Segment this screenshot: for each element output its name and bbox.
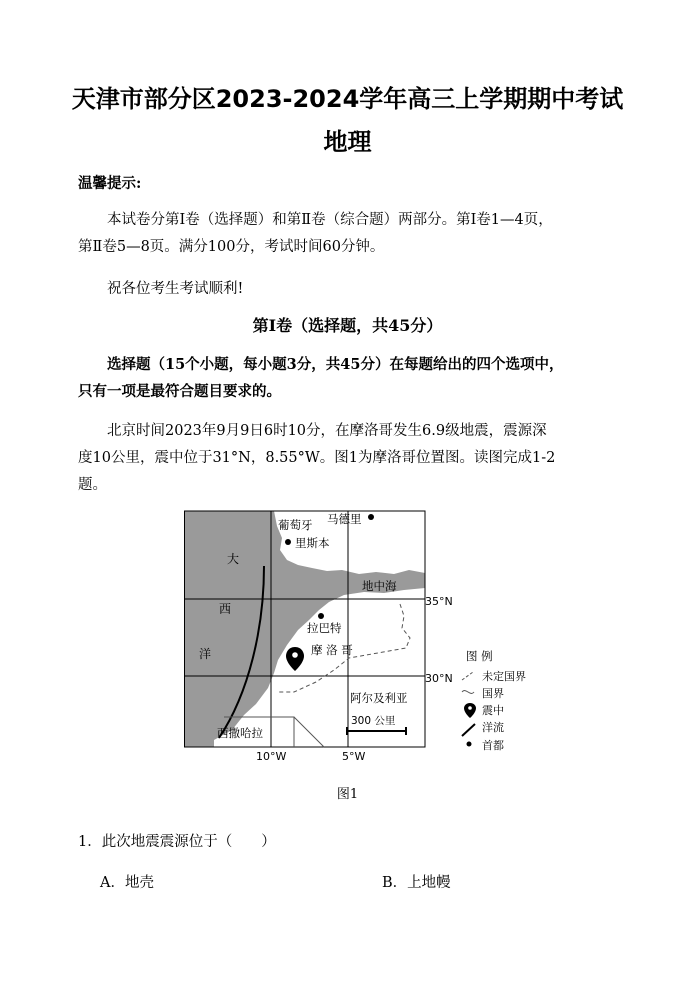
legend-symbol-undetermined-border: [462, 672, 473, 680]
lat-label-35: 35°N: [425, 595, 453, 608]
option-a: A．地壳: [100, 875, 154, 891]
rabat-label: 拉巴特: [307, 621, 342, 635]
portugal-label: 葡萄牙: [278, 518, 313, 532]
ocean-label-1: 大: [227, 552, 240, 566]
algeria-label: 阿尔及利亚: [350, 691, 408, 705]
stem-line-2: 度10公里，震中位于31°N，8.55°W。图1为摩洛哥位置图。读图完成1-2: [78, 450, 556, 466]
instruction-line-1: 选择题（15个小题，每小题3分，共45分）在每题给出的四个选项中，: [107, 356, 564, 373]
stem-line-3: 题。: [78, 477, 107, 493]
option-b: B．上地幔: [382, 875, 451, 891]
legend-item-capital: 首都: [482, 739, 504, 752]
lon-label-5: 5°W: [342, 750, 366, 763]
legend-symbol-capital: [467, 742, 472, 747]
svg-text:300 公里: 300 公里: [351, 715, 396, 727]
stem-line-1: 北京时间2023年9月9日6时10分，在摩洛哥发生6.9级地震，震源深: [107, 423, 547, 439]
western-sahara-label: 西撒哈拉: [217, 726, 263, 740]
notice-line-1: 本试卷分第Ⅰ卷（选择题）和第Ⅱ卷（综合题）两部分。第Ⅰ卷1—4页，: [107, 212, 553, 228]
legend-item-undetermined-border: 未定国界: [482, 670, 526, 683]
figure-caption: 图1: [336, 787, 359, 802]
legend: [462, 649, 526, 752]
legend-item-epicenter: 震中: [482, 704, 504, 717]
legend-item-current: 洋流: [482, 721, 504, 734]
lon-label-10: 10°W: [256, 750, 287, 763]
subject-title: 地理: [323, 128, 372, 156]
notice-line-2: 第Ⅱ卷5—8页。满分100分，考试时间60分钟。: [78, 239, 385, 255]
instruction-line-2: 只有一项是最符合题目要求的。: [78, 383, 281, 400]
exam-title: 天津市部分区2023-2024学年高三上学期期中考试: [71, 85, 624, 113]
lisbon-label: 里斯本: [295, 536, 330, 550]
legend-title: 图 例: [466, 649, 493, 663]
notice-wish: 祝各位考生考试顺利!: [107, 281, 244, 297]
notice-label: 温馨提示:: [78, 175, 142, 192]
legend-symbol-current: [462, 724, 475, 736]
madrid-label: 马德里: [327, 512, 362, 526]
lat-label-30: 30°N: [425, 672, 453, 685]
legend-symbol-border: [462, 691, 474, 694]
section-title: 第Ⅰ卷（选择题，共45分）: [252, 316, 443, 335]
rabat-dot: [318, 613, 324, 619]
ocean-label-2: 西: [219, 602, 232, 616]
legend-symbol-epicenter: [464, 703, 476, 718]
morocco-location-map: [184, 508, 554, 766]
ocean-label-3: 洋: [199, 647, 212, 661]
madrid-dot: [368, 514, 374, 520]
lisbon-dot: [285, 539, 291, 545]
morocco-label: 摩 洛 哥: [311, 643, 353, 657]
mediterranean-label: 地中海: [362, 579, 397, 593]
question-1-stem: 1．此次地震震源位于（ ）: [78, 834, 276, 850]
legend-item-border: 国界: [482, 687, 504, 700]
